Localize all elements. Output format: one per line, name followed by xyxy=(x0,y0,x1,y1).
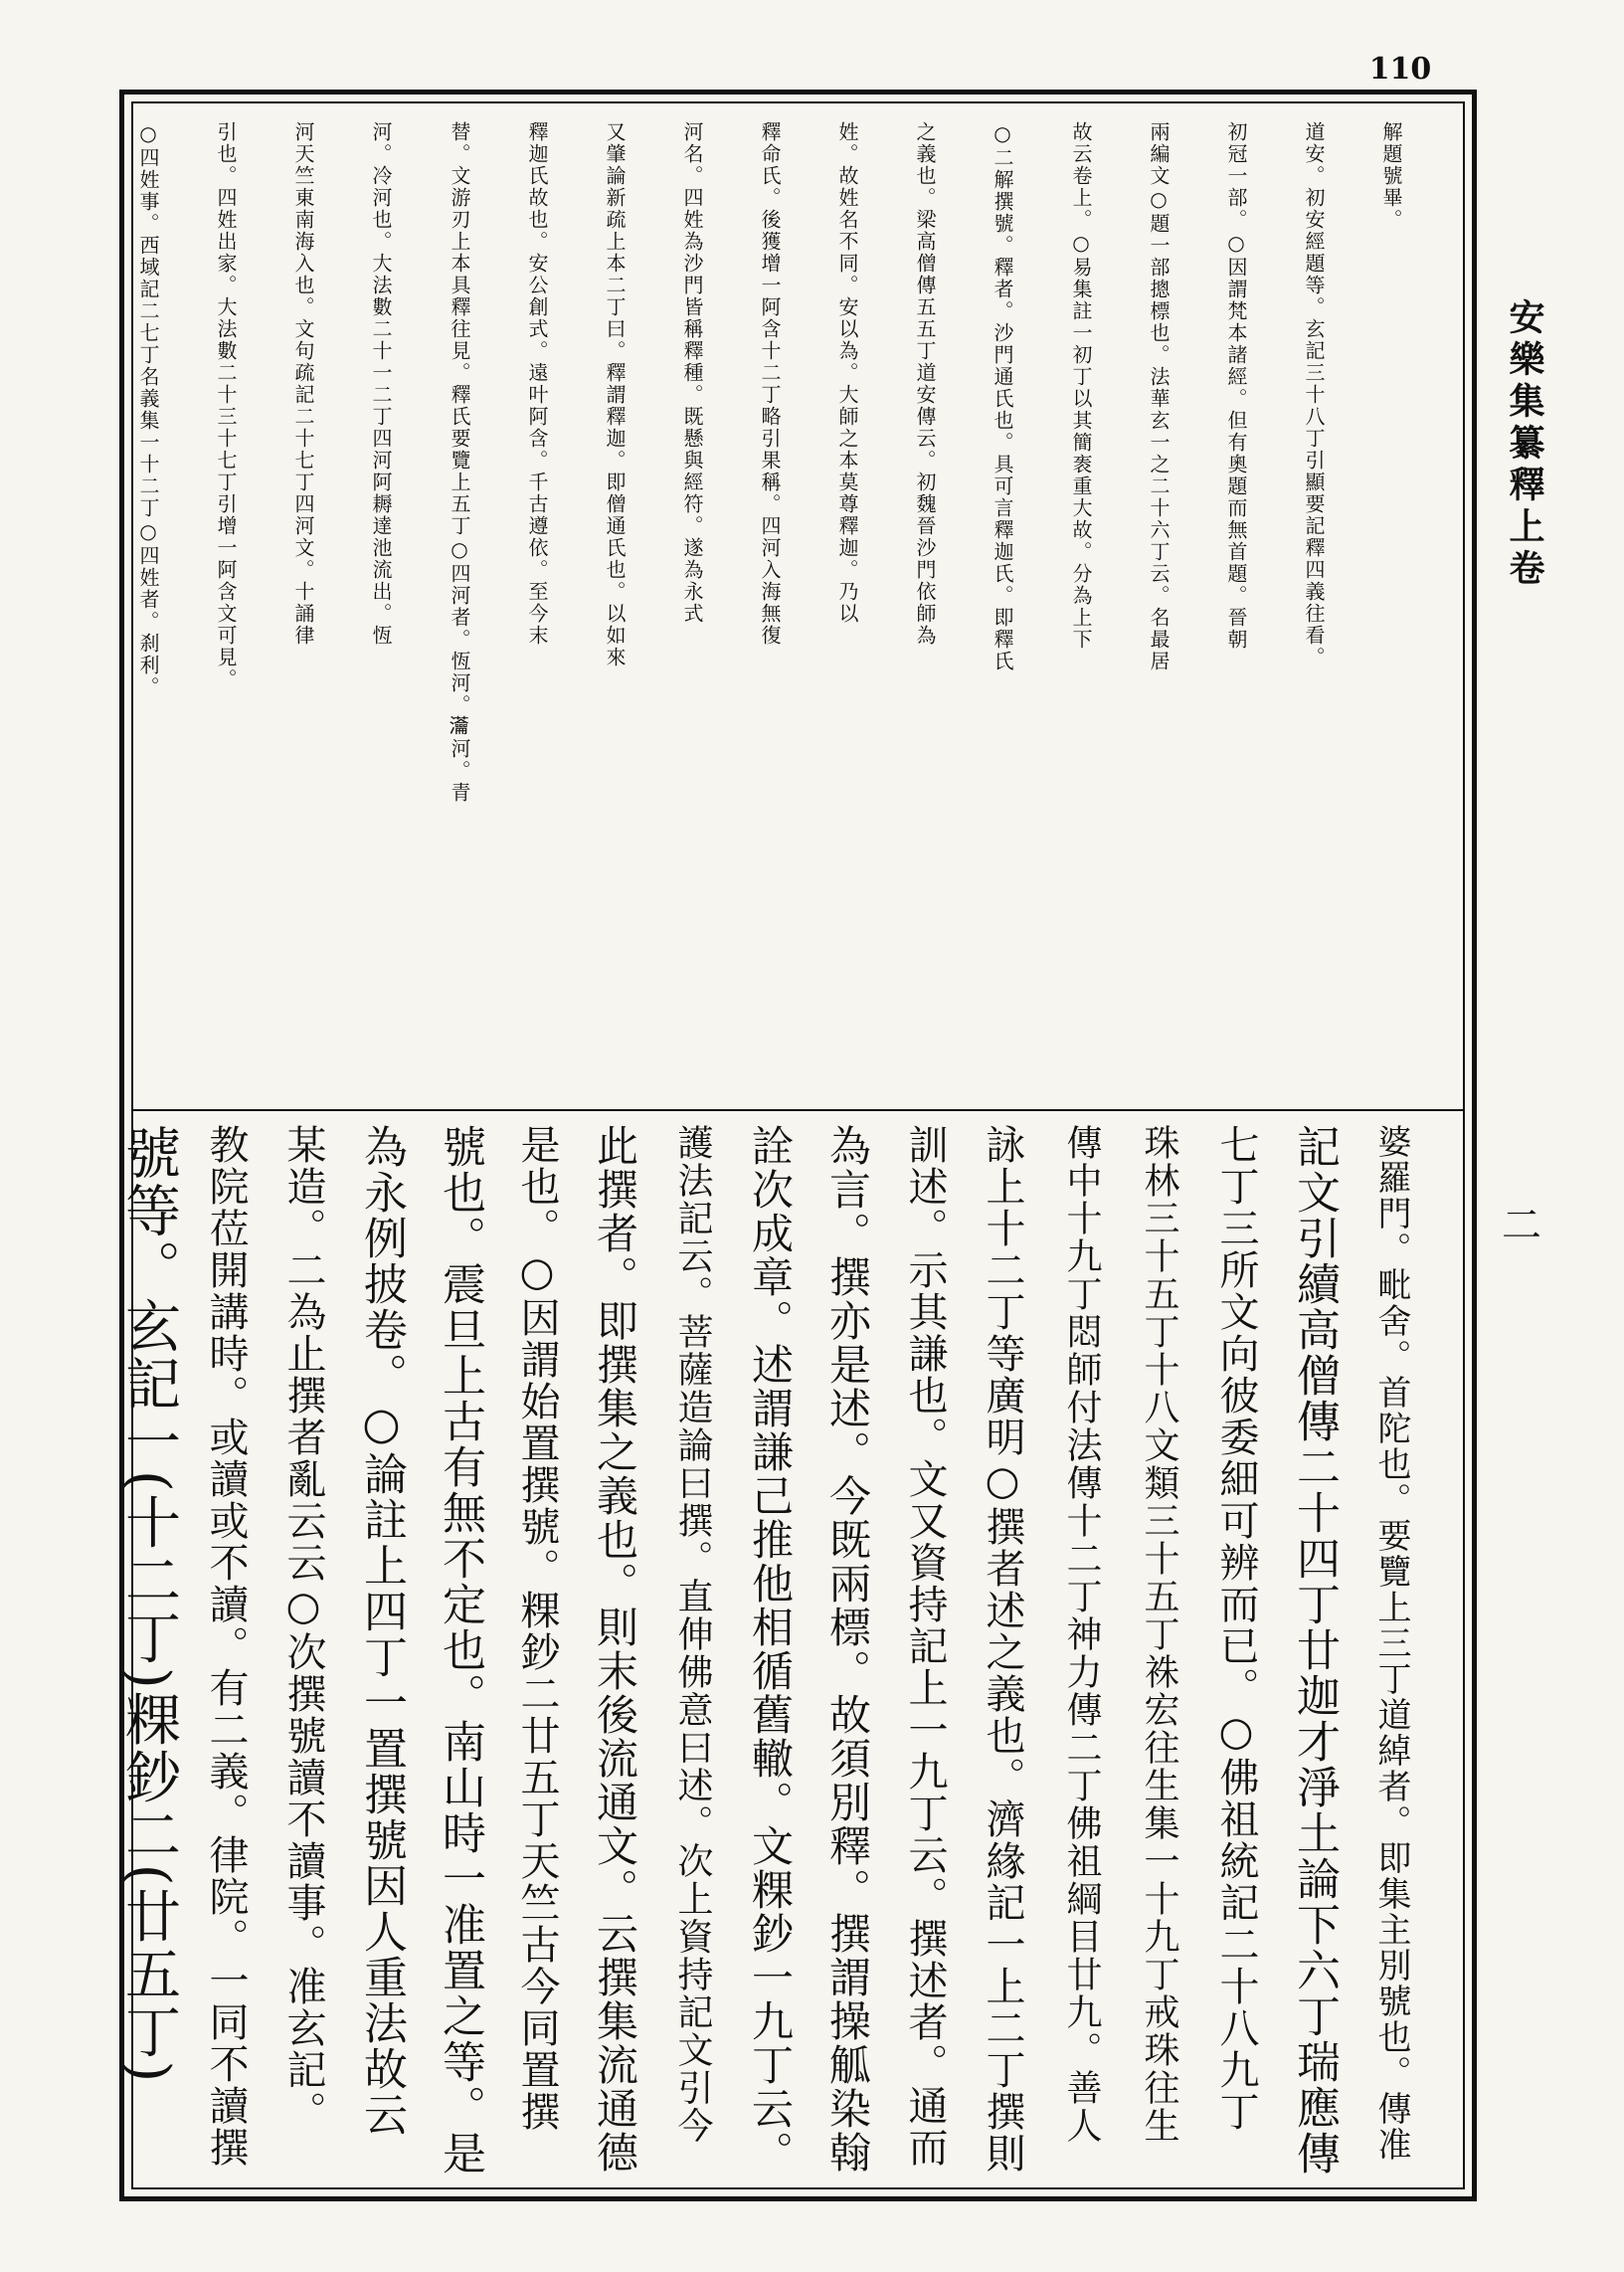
text-column: 之義也。梁高僧傳五五丁道安傳云。初魏晉沙門依師為 xyxy=(913,121,937,647)
text-column: 詮次成章。述謂謙己推他相循舊轍。文粿鈔一九丁云。 xyxy=(746,1124,795,2175)
text-column: 釋迦氏故也。安公創式。遠叶阿含。千古遵依。至今末 xyxy=(525,121,549,647)
text-column: 兩編文○題一部摠標也。法華玄一之二十六丁云。名最居 xyxy=(1147,121,1171,672)
side-title: 安樂集纂釋上卷 xyxy=(1504,298,1545,591)
text-column: ○二解撰號。釋者。沙門通氏也。具可言釋迦氏。即釋氏 xyxy=(991,121,1014,672)
text-column: 教院莅開講時。或讀或不讀。有二義。律院。一同不讀撰 xyxy=(203,1124,249,2169)
side-page-number: 二 xyxy=(1502,1203,1541,1248)
text-column: 又肇論新疏上本二丁曰。釋謂釋迦。即僧通氏也。以如來 xyxy=(603,121,627,668)
text-column: 某造。二為止撰者亂云云○次撰號讀不讀事。准玄記。 xyxy=(280,1124,326,2133)
text-column: ○四姓事。西域記二七丁名義集一十二丁○四姓者。刹利。 xyxy=(136,121,160,698)
text-column: 訓述。示其謙也。文又資持記上一九丁云。撰述者。通而 xyxy=(902,1124,948,2169)
text-column: 為言。撰亦是述。今既兩標。故須別釋。撰謂操觚染翰 xyxy=(823,1124,872,2175)
text-column: 婆羅門。毗舍。首陀也。要覽上三丁道綽者。即集主別號也。傳准 xyxy=(1371,1124,1411,2163)
text-column: 珠林三十五丁十八文類三十五丁袾宏往生集一十九丁戒珠往生 xyxy=(1139,1124,1179,2145)
text-column: 引也。四姓出家。大法數二十三十七丁引增一阿含文可見。 xyxy=(214,121,238,690)
text-column: 道安。初安經題等。玄記三十八丁引顯要記釋四義往看。 xyxy=(1302,121,1326,668)
text-column: 河天竺東南海入也。文句疏記二十七丁四河文。十誦律 xyxy=(291,121,315,647)
text-column: 替。文游刃上本具釋往見。釋氏要覽上五丁○四河者。恆河。𤅢河。青 xyxy=(448,121,471,804)
text-column: 河名。四姓為沙門皆稱釋種。既懸與經符。遂為永式 xyxy=(680,121,704,625)
text-column: 為永例披卷。○論註上四丁一置撰號因人重法故云 xyxy=(356,1124,407,2138)
text-column: 釋命氏。後獲增一阿含十二丁略引果稱。四河入海無復 xyxy=(758,121,782,647)
text-column: 傳中十九丁悶師付法傳十二丁神力傳二丁佛祖綱目廿九。善人 xyxy=(1061,1124,1102,2145)
text-column: 七丁三所文向彼委細可辨而已。○佛祖統記二十八九丁 xyxy=(1213,1124,1259,2133)
text-column: 記文引續高僧傳二十四丁廿迦才淨土論下六丁瑞應傳 xyxy=(1289,1124,1340,2177)
text-column: 號等。玄記一(十二丁)粿鈔二(廿五丁) xyxy=(116,1124,181,2085)
text-column: 姓。故姓名不同。安以為。大師之本莫尊釋迦。乃以 xyxy=(835,121,859,625)
page-number: 110 xyxy=(1368,52,1432,87)
text-column: 初冠一部。○因謂梵本諸經。但有奧題而無首題。晉朝 xyxy=(1224,121,1248,651)
text-column: 是也。○因謂始置撰號。粿鈔二廿五丁天竺古今同置撰 xyxy=(514,1124,560,2133)
text-column: 詠上十二丁等廣明○撰者述之義也。濟緣記一上二丁撰則 xyxy=(980,1124,1025,2175)
text-column: 號也。震旦上古有無不定也。南山時一准置之等。是 xyxy=(435,1124,485,2177)
text-column: 解題號畢。 xyxy=(1379,121,1403,231)
section-divider xyxy=(131,1109,1465,1111)
text-column: 護法記云。菩薩造論曰撰。直伸佛意曰述。次上資持記文引今 xyxy=(672,1124,713,2145)
text-column: 故云卷上。○易集註一初丁以其簡袠重大故。分為上下 xyxy=(1069,121,1093,651)
text-column: 此撰者。即撰集之義也。則末後流通文。云撰集流通德 xyxy=(591,1124,639,2175)
text-column: 河。冷河也。大法數二十一二丁四河阿耨達池流出。恆 xyxy=(369,121,393,647)
